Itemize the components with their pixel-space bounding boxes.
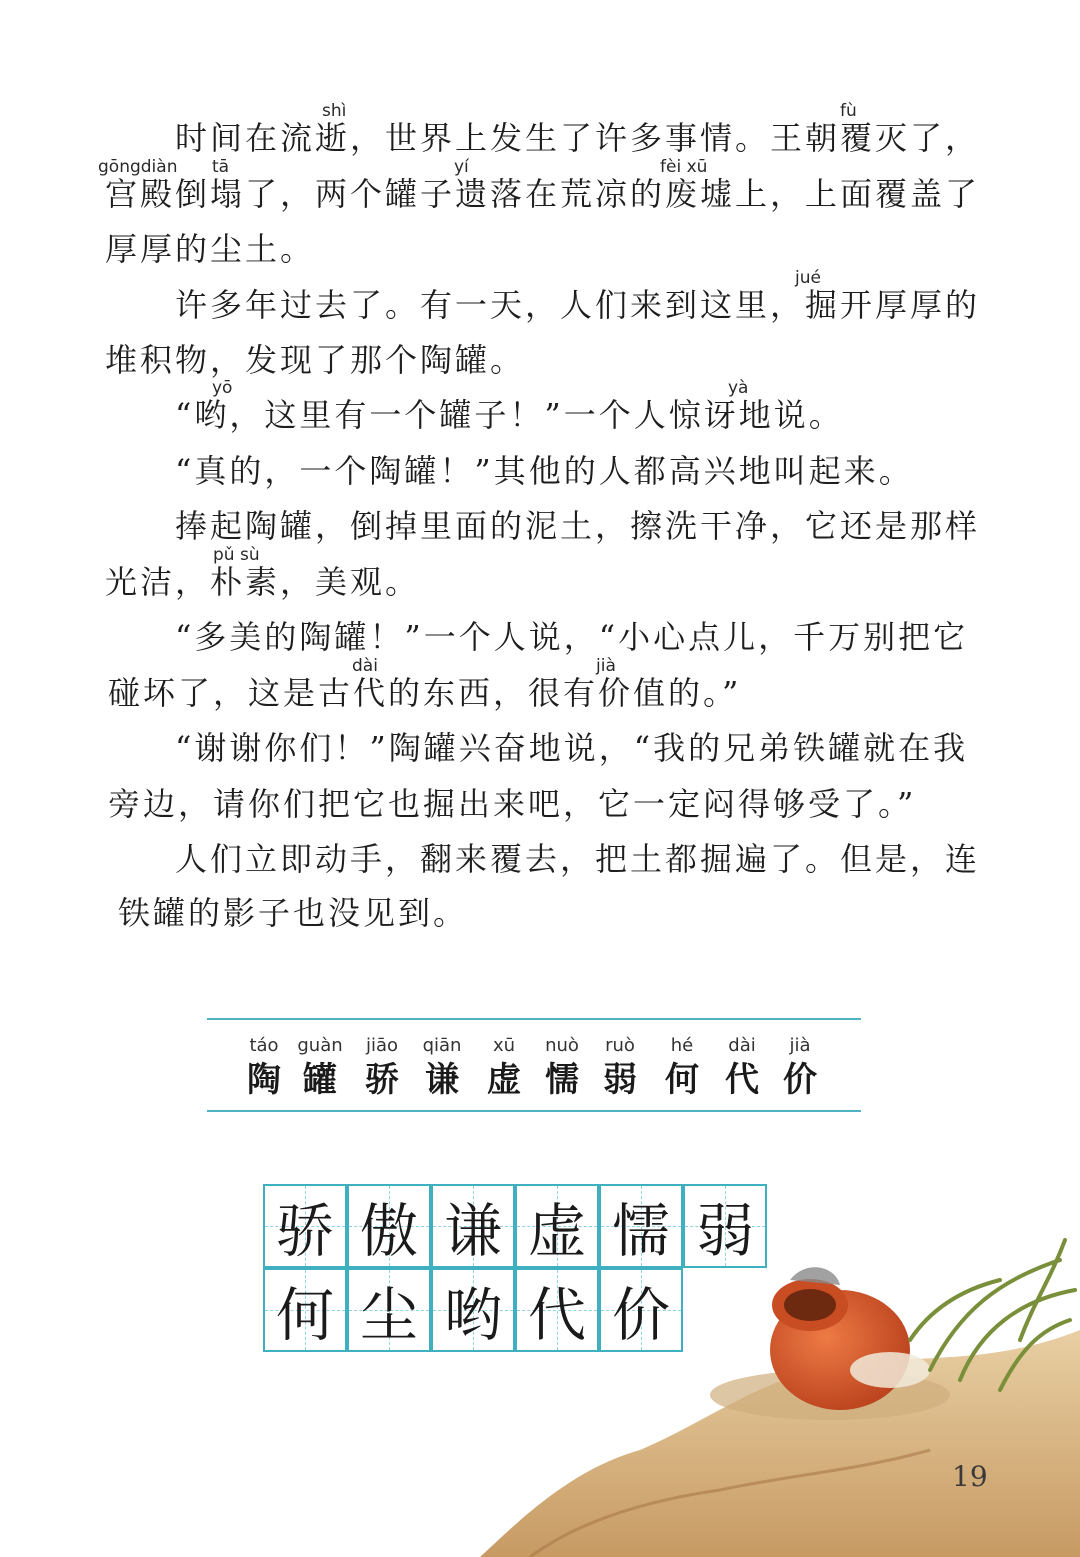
pinyin-annotation: jué [795,268,821,288]
vocab-character: 弱 [603,1060,637,1100]
writing-grid-cell [263,1268,347,1352]
vocab-item [350,1035,414,1103]
pinyin-annotation: yō [212,378,233,398]
story-line: 旁边，请你们把它也掘出来吧，它一定闷得够受了。” [108,785,917,823]
vocab-pinyin: dài [728,1035,756,1056]
writing-grid-cell [431,1268,515,1352]
grid-character: 谦 [443,1197,502,1265]
grid-character: 骄 [275,1197,334,1265]
vocab-top-rule [207,1018,861,1020]
grid-character: 虚 [527,1197,586,1265]
pinyin-annotation: gōngdiàn [98,157,178,177]
vocab-pinyin: guàn [297,1035,343,1056]
pinyin-annotation: tā [212,157,230,177]
story-line: 许多年过去了。有一天，人们来到这里，掘开厚厚的 [105,286,981,324]
vocab-pinyin: ruò [605,1035,635,1056]
grid-character: 傲 [359,1197,418,1265]
grid-character: 懦 [611,1197,670,1265]
story-line: 时间在流逝，世界上发生了许多事情。王朝覆灭了， [105,119,981,157]
pinyin-annotation: yà [728,378,749,398]
vocab-pinyin: xū [492,1035,516,1056]
vocab-character: 陶 [247,1060,281,1100]
grid-character: 尘 [359,1281,418,1349]
pinyin-annotation: fù [840,101,857,121]
vocab-character: 价 [783,1060,817,1100]
vocab-character: 骄 [365,1060,399,1100]
vocab-pinyin: jià [789,1035,811,1056]
grid-character: 弱 [695,1197,754,1265]
writing-grid-cell [431,1184,515,1268]
writing-grid-cell [515,1184,599,1268]
vocab-pinyin: nuò [545,1035,579,1056]
vocab-item [650,1035,714,1103]
vocab-item [410,1035,474,1103]
pinyin-annotation: fèi xū [660,157,708,177]
vocab-item [710,1035,774,1103]
grid-character: 价 [611,1281,670,1349]
story-line: 铁罐的影子也没见到。 [118,894,469,932]
story-line: “哟，这里有一个罐子！”一个人惊讶地说。 [105,396,844,434]
vocab-character: 何 [665,1060,699,1100]
story-line: 捧起陶罐，倒掉里面的泥土，擦洗干净，它还是那样 [105,507,981,545]
grid-character: 代 [527,1281,586,1349]
story-line: 人们立即动手，翻来覆去，把土都掘遍了。但是，连 [105,840,981,878]
pinyin-annotation: yí [454,157,469,177]
vocab-item [530,1035,594,1103]
vocab-item [588,1035,652,1103]
vocab-item [472,1035,536,1103]
writing-grid-cell [515,1268,599,1352]
story-line: 堆积物，发现了那个陶罐。 [105,341,526,379]
writing-grid-cell [683,1184,767,1268]
pinyin-annotation: dài [352,656,378,676]
vocab-bottom-rule [207,1110,861,1112]
writing-grid-cell [599,1184,683,1268]
writing-grid-cell [599,1268,683,1352]
pinyin-annotation: pǔ sù [213,545,260,565]
vocab-item [288,1035,352,1103]
story-line: “多美的陶罐！”一个人说，“小心点儿，千万别把它 [105,618,969,656]
pinyin-annotation: jià [596,656,616,676]
page-number: 19 [952,1460,988,1493]
writing-grid-cell [263,1184,347,1268]
vocab-character: 代 [725,1060,759,1100]
grid-character: 哟 [443,1281,502,1349]
grid-character: 何 [275,1281,334,1349]
story-line: 碰坏了，这是古代的东西，很有价值的。” [108,674,742,712]
story-line: “谢谢你们！”陶罐兴奋地说，“我的兄弟铁罐就在我 [105,729,969,767]
vocab-pinyin: qiān [422,1035,462,1056]
writing-grid-cell [347,1268,431,1352]
story-line: “真的，一个陶罐！”其他的人都高兴地叫起来。 [105,452,914,490]
vocab-character: 谦 [425,1060,459,1100]
vocab-character: 罐 [303,1060,337,1100]
vocab-character: 懦 [545,1060,579,1100]
pinyin-annotation: shì [322,101,347,121]
vocab-pinyin: táo [249,1035,279,1056]
vocab-pinyin: jiāo [365,1035,399,1056]
story-line: 宫殿倒塌了，两个罐子遗落在荒凉的废墟上，上面覆盖了 [105,175,981,213]
vocabulary-list [232,1035,832,1105]
writing-grid-cell [347,1184,431,1268]
vocab-item [232,1035,296,1103]
story-line: 光洁，朴素，美观。 [105,563,421,601]
vocab-item [768,1035,832,1103]
vocab-pinyin: hé [670,1035,694,1056]
vocab-character: 虚 [487,1060,521,1100]
story-line: 厚厚的尘土。 [105,230,316,268]
